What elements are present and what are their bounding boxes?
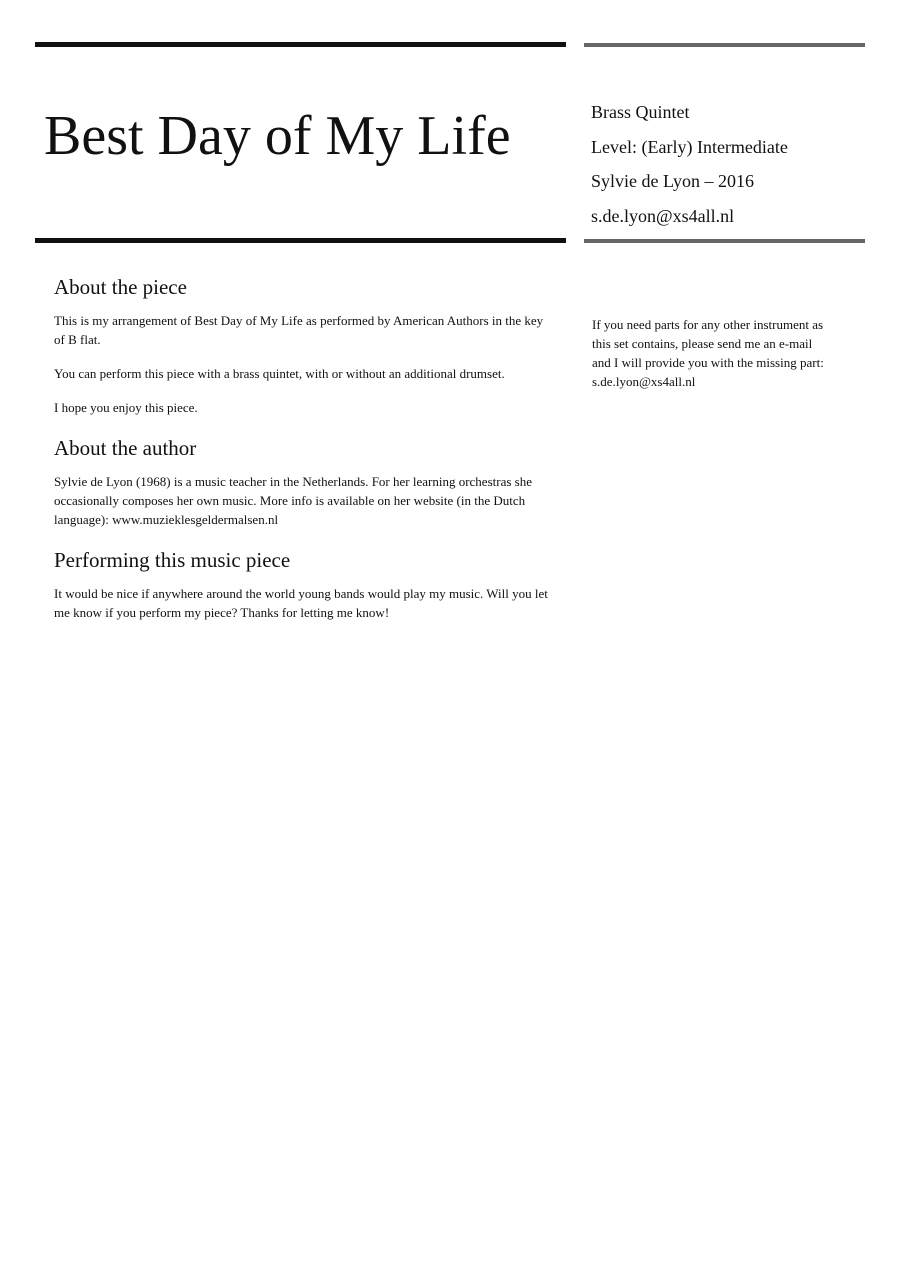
about-piece-heading: About the piece [54, 275, 187, 299]
about-author-paragraph: Sylvie de Lyon (1968) is a music teacher in the Netherlands. For her learning orchestras she occasionally composes her own music. More info is available on her website (in the Dutch language): www.muzieklesgeldermalsen.nl [54, 474, 532, 527]
about-piece-section [54, 272, 554, 417]
about-author-section [54, 433, 554, 529]
bottom-rule-left [35, 238, 566, 243]
ensemble-label: Brass Quintet [591, 102, 690, 122]
page-title: Best Day of My Life [44, 105, 511, 167]
email-link[interactable]: s.de.lyon@xs4all.nl [591, 205, 735, 226]
about-author-heading: About the author [54, 436, 197, 460]
performing-section [54, 545, 554, 622]
sidebar-note [592, 315, 832, 391]
performing-heading: Performing this music piece [54, 548, 291, 572]
top-rule-left [35, 42, 566, 47]
level-label: Level: (Early) Intermediate [591, 136, 788, 157]
main-content [54, 272, 554, 637]
header-meta [591, 98, 866, 236]
performing-paragraph: It would be nice if anywhere around the world young bands would play my music. Will you let me know if you perform my piece? Thanks for letting me know! [54, 586, 548, 620]
about-piece-paragraph-3: I hope you enjoy this piece. [54, 400, 198, 415]
top-rule-right [584, 43, 865, 47]
author-year-label: Sylvie de Lyon – 2016 [591, 171, 754, 191]
about-piece-paragraph-2: You can perform this piece with a brass quintet, with or without an additional drumset. [54, 366, 505, 381]
about-piece-paragraph-1: This is my arrangement of Best Day of My Life as performed by American Authors in the key of B flat. [54, 313, 544, 347]
sidebar-note-text: If you need parts for any other instrument as this set contains, please send me an e-mail and I will provide you with the missing part: s.de.lyon@xs4all.nl [592, 317, 824, 389]
bottom-rule-right [584, 239, 865, 243]
